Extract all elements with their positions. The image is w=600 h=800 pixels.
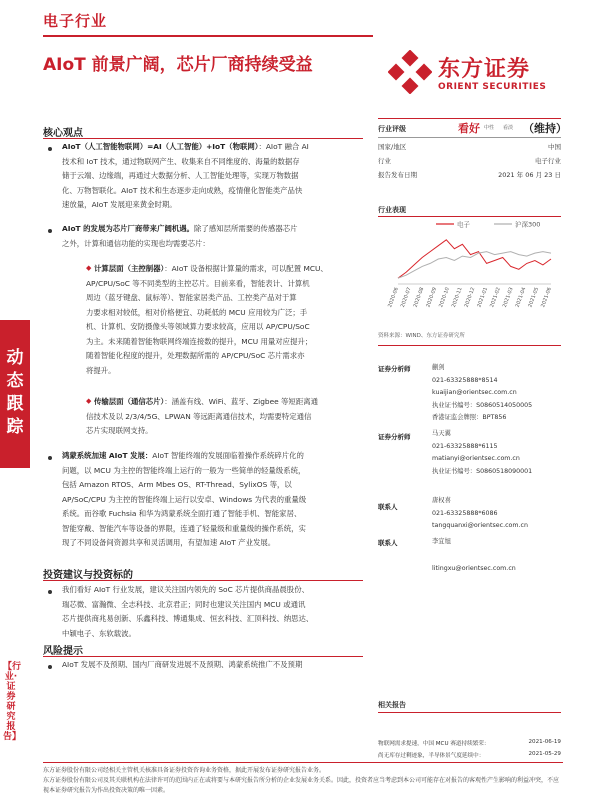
bullet-dot <box>48 590 52 594</box>
sub1-line: AP/CPU/SoC 等不同类型的主控芯片。目前来看，智能表计、计算机 <box>86 278 310 288</box>
sub1-line: 力要求相对较低，相对价格便宜、功耗低的 MCU 应用较为广泛；手 <box>86 307 308 317</box>
p3-line: 现了不同设备间资源共享和灵活调用，有望加速 AIoT 产业发展。 <box>62 538 276 547</box>
x-tick-label: 2021-04 <box>514 286 528 309</box>
analyst-role: 证券分析师 <box>378 433 411 441</box>
risk-line: AIoT 发展不及预期、国内厂商研发进展不及预期、鸿蒙系统推广不及预期 <box>62 660 303 669</box>
x-tick-label: 2020-09 <box>425 286 439 309</box>
contact-phone: 021-63325888*6086 <box>432 509 498 517</box>
footer-rule <box>43 762 563 763</box>
orient-logo-icon <box>388 50 432 94</box>
contact-role: 联系人 <box>378 503 398 511</box>
rating-mid-rule <box>378 137 561 138</box>
rating-status: （维持） <box>523 122 567 135</box>
bullet-dot <box>48 229 52 233</box>
related-report-date: 2021-05-29 <box>528 751 561 757</box>
chart-title: 行业表现 <box>378 206 406 214</box>
analyst-cert2: 香港证监会牌照：BPT856 <box>432 414 507 421</box>
analyst-email[interactable]: kuaijian@orientsec.com.cn <box>432 389 517 396</box>
rating-main: 看好 <box>458 122 480 135</box>
rating-row-label: 国家/地区 <box>378 143 407 151</box>
side-banner-text: 动态跟踪 <box>6 348 24 437</box>
analyst-block <box>432 428 532 478</box>
contact-email[interactable]: tangquanxi@orientsec.com.cn <box>432 522 528 529</box>
rating-row <box>378 142 561 154</box>
rating-row-value: 电子行业 <box>535 157 561 165</box>
rating-row-label: 报告发布日期 <box>378 171 417 179</box>
industry-performance-chart <box>378 218 561 326</box>
sub1-line: 周边（蓝牙键盘、鼠标等）、智能家居类产品、工控类产品对于算 <box>86 293 297 302</box>
p3-line: AP/SoC/CPU 为主控的智能终端上运行以安卓、Windows 为代表的重量级 <box>62 494 307 504</box>
sub2-line: 信技术及以 2/3/4/5G、LPWAN 等远距离通信技术，均需要特定通信 <box>86 411 312 421</box>
advice-line: 瑞芯微、富瀚微、全志科技、北京君正；同时也建议关注国内 MCU 或通讯 <box>62 599 306 609</box>
risk-rule <box>43 656 363 657</box>
industry-label: 电子行业 <box>43 12 108 30</box>
footer-disclaimer <box>43 766 563 796</box>
x-tick-label: 2020-07 <box>399 286 413 309</box>
contact-block <box>432 495 528 533</box>
chart-rule <box>378 216 561 217</box>
contact-name: 李宜旭 <box>432 538 451 545</box>
analyst-rule <box>378 345 561 346</box>
p3-head: 鸿蒙系统加速 AIoT 发展： <box>62 451 153 460</box>
sub1-line: 机、计算机、安防摄像头等领域算力要求较高，应用以 AP/CPU/SoC <box>86 322 310 331</box>
analyst-name: 蒯剑 <box>432 364 445 371</box>
p1-line: 化、万物智联化。AIoT 技术和生态逐步走向成熟，疫情催化智能类产品快 <box>62 185 303 195</box>
analyst-block <box>432 362 532 425</box>
rating-row-value: 中国 <box>548 143 561 151</box>
p3-line: AIoT 智能终端的发展面临着操作系统碎片化的 <box>152 451 304 460</box>
advice-line: 中颖电子、东软载波。 <box>62 628 136 638</box>
p3-line: 智能穿戴、智能汽车等设备的界限，连通了轻量级和重量级的操作系统，实 <box>62 523 306 533</box>
p1-line: 技术和 IoT 技术，通过物联网产生、收集来自不同维度的、海量的数据存 <box>62 156 300 166</box>
p1-line: 储于云端、边缘端，再通过大数据分析、人工智能处理等，实现万物数据 <box>62 171 299 180</box>
advice-line: 我们看好 AIoT 行业发展，建议关注国内领先的 SoC 芯片提供商晶晨股份、 <box>62 585 309 594</box>
analyst-role: 证券分析师 <box>378 365 411 373</box>
related-report-date: 2021-06-19 <box>528 739 561 745</box>
side-bottom-text: 【行业·证券研究报告】 <box>3 662 22 742</box>
core-paragraph-3 <box>62 449 364 551</box>
rating-row <box>378 170 561 182</box>
sub1-line: ：AIoT 设备根据计算量的需求，可以配置 MCU、 <box>164 264 328 273</box>
sub1-line: 为主。未来随着智能物联网终端连接数的提升，MCU 用量对应提升； <box>86 336 313 346</box>
company-logo <box>388 44 568 104</box>
footer-line: 东方证券股份有限公司及其关联机构在法律许可的范围内正在或将要与本研究报告所分析的企业发展业务关系。因此，投资者应当考虑到本公司可能存在对报告的客观性产生影响的利益冲突，不应视本证券研究报告为作出投资决策的唯一因素。 <box>43 777 560 794</box>
legend-label: 电子 <box>457 220 470 229</box>
chart-source: 资料来源：WIND、东方证券研究所 <box>378 333 465 339</box>
sub2-line: 芯片实现联网支持。 <box>86 426 153 435</box>
x-tick-label: 2021-06 <box>540 286 553 309</box>
logo-cn-text: 东方证券 <box>438 57 531 82</box>
report-title: AIoT 前景广阔，芯片厂商持续受益 <box>43 55 313 75</box>
series-line-沪深300 <box>398 252 551 279</box>
p1-line: ：AIoT 融合 AI <box>258 142 309 151</box>
contact-role: 联系人 <box>378 539 398 547</box>
sub-bullet-icon: ◆ <box>86 397 92 405</box>
rating-top-rule <box>378 118 561 119</box>
core-heading: 核心观点 <box>43 128 83 139</box>
sub-paragraph-compute <box>86 262 364 378</box>
p3-line: 问题，以 MCU 为主控的智能终端上运行的一般为一些简单的轻量级系统， <box>62 465 306 475</box>
x-tick-label: 2021-03 <box>501 286 515 309</box>
logo-en-text: ORIENT SECURITIES <box>438 82 547 92</box>
core-paragraph-1 <box>62 140 364 213</box>
related-report-item[interactable] <box>378 739 561 750</box>
analyst-email[interactable]: matianyi@orientsec.com.cn <box>432 455 520 462</box>
advice-line: 芯片提供商兆易创新、乐鑫科技、博通集成、恒玄科技、汇顶科技、纳思达、 <box>62 614 314 623</box>
bullet-dot <box>48 665 52 669</box>
p3-line: 系统。而谷歌 Fuchsia 和华为鸿蒙系统全面打通了智能手机、智能家居、 <box>62 509 302 518</box>
sub-paragraph-comm <box>86 395 364 439</box>
p2-line: 之外，计算和通信功能的实现也均需要芯片： <box>62 238 210 248</box>
bullet-dot <box>48 147 52 151</box>
core-rule <box>43 138 363 139</box>
x-tick-label: 2021-05 <box>527 286 541 309</box>
advice-rule <box>43 580 363 581</box>
rating-prev2: 看淡 <box>503 125 514 131</box>
x-tick-label: 2020-08 <box>412 286 426 309</box>
x-tick-label: 2020-11 <box>450 286 464 309</box>
legend-label: 沪深300 <box>515 220 541 229</box>
rating-row-value: 2021 年 06 月 23 日 <box>498 171 561 179</box>
sub2-head: 传输层面（通信芯片） <box>94 397 165 406</box>
rating-label: 行业评级 <box>378 125 406 133</box>
x-tick-label: 2020-06 <box>387 286 400 309</box>
analyst-phone: 021-63325888*6115 <box>432 442 498 450</box>
advice-heading: 投资建议与投资标的 <box>43 570 133 581</box>
p2-head: AIoT 的发展为芯片厂商带来广阔机遇。 <box>62 224 195 233</box>
sub-bullet-icon: ◆ <box>86 264 92 272</box>
footer-line: 东方证券股份有限公司经相关主管机关核准具备证券投资咨询业务资格，据此开展发布证券研究报告业务。 <box>43 767 326 774</box>
header-rule <box>43 35 373 37</box>
analyst-phone: 021-63325888*8514 <box>432 376 498 384</box>
p1-head: AIoT（人工智能物联网）=AI（人工智能）+IoT（物联网） <box>62 142 259 151</box>
p1-line: 速放量，AIoT 发展迎来黄金时期。 <box>62 200 177 209</box>
related-report-title[interactable]: 尚无库存过剩迹象，半导体景气度延续中： <box>378 753 485 759</box>
analyst-name: 马天翼 <box>432 430 451 437</box>
rating-row <box>378 156 561 168</box>
rating-prev1: 中性 <box>484 125 495 131</box>
x-tick-label: 2021-02 <box>489 286 502 309</box>
related-heading: 相关报告 <box>378 701 406 709</box>
sub2-line: ：涵盖有线、WiFi、蓝牙、Zigbee 等短距离通 <box>164 397 318 406</box>
core-paragraph-2 <box>62 222 364 251</box>
rating-row-label: 行业 <box>378 157 391 165</box>
contact-email[interactable]: litingxu@orientsec.com.cn <box>432 565 516 572</box>
related-report-title[interactable]: 物联网需求提速，中国 MCU 赛道持续繁荣： <box>378 741 490 747</box>
series-line-电子 <box>398 240 551 278</box>
sub1-head: 计算层面（主控制器） <box>94 264 165 273</box>
sub1-line: 将提升。 <box>86 365 116 375</box>
related-report-item[interactable] <box>378 751 561 762</box>
p2-line: 除了感知层所需要的传感器芯片 <box>194 224 298 233</box>
x-tick-label: 2020-12 <box>463 286 477 309</box>
p3-line: 包括 Amazon RTOS、Arm Mbes OS、RT-Thread、SylixOS 等，以 <box>62 480 292 489</box>
risk-heading: 风险提示 <box>43 646 83 657</box>
x-tick-label: 2020-10 <box>438 286 451 309</box>
x-tick-label: 2021-01 <box>476 286 490 309</box>
contact-name: 唐权喜 <box>432 497 451 504</box>
analyst-cert: 执业证书编号：S0860514050005 <box>432 401 533 409</box>
bullet-dot <box>48 456 52 460</box>
advice-paragraph <box>62 583 364 641</box>
related-rule <box>378 712 561 713</box>
analyst-cert: 执业证书编号：S0860518090001 <box>432 467 533 475</box>
sub1-line: 随着智能化程度的提升，处理数据所需的 AP/CPU/SoC 芯片需求亦 <box>86 351 305 360</box>
